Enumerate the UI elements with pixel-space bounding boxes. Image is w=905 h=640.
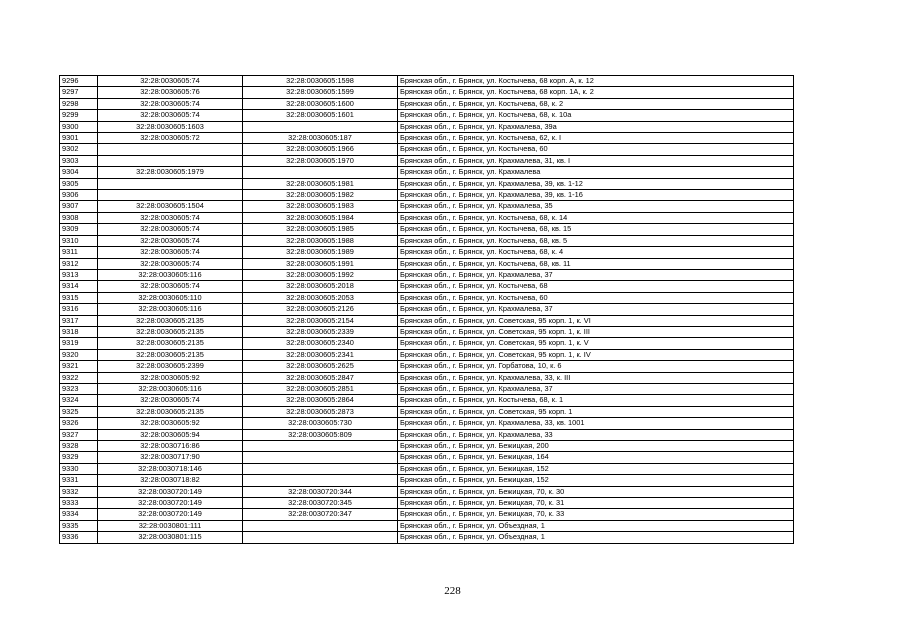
object-number-cell: 32:28:0030605:1985 [243,224,398,235]
object-number-cell: 32:28:0030605:1600 [243,98,398,109]
table-row [60,178,794,189]
object-number-cell [243,475,398,486]
row-number-cell: 9305 [60,178,98,189]
row-number-cell: 9334 [60,509,98,520]
address-cell: Брянская обл., г. Брянск, ул. Крахмалева, 37 [398,304,794,315]
address-cell: Брянская обл., г. Брянск, ул. Крахмалева, 37 [398,269,794,280]
table-row [60,110,794,121]
address-cell: Брянская обл., г. Брянск, ул. Объездная, 1 [398,520,794,531]
table-row [60,281,794,292]
table-row [60,247,794,258]
address-cell: Брянская обл., г. Брянск, ул. Советская, 95 корп. 1, к. IV [398,349,794,360]
table-row [60,406,794,417]
parcel-number-cell: 32:28:0030605:2399 [98,361,243,372]
address-cell: Брянская обл., г. Брянск, ул. Костычева, 68, кв. 15 [398,224,794,235]
address-cell: Брянская обл., г. Брянск, ул. Бежицкая, 152 [398,463,794,474]
parcel-number-cell: 32:28:0030718:146 [98,463,243,474]
parcel-number-cell: 32:28:0030720:149 [98,498,243,509]
object-number-cell: 32:28:0030605:2126 [243,304,398,315]
object-number-cell: 32:28:0030605:2341 [243,349,398,360]
row-number-cell: 9303 [60,155,98,166]
parcel-number-cell: 32:28:0030605:94 [98,429,243,440]
row-number-cell: 9312 [60,258,98,269]
parcel-number-cell: 32:28:0030605:92 [98,372,243,383]
address-cell: Брянская обл., г. Брянск, ул. Костычева, 68, кв. 11 [398,258,794,269]
address-cell: Брянская обл., г. Брянск, ул. Крахмалева, 39, кв. 1-12 [398,178,794,189]
parcel-number-cell: 32:28:0030605:74 [98,247,243,258]
object-number-cell: 32:28:0030720:347 [243,509,398,520]
parcel-number-cell: 32:28:0030605:74 [98,235,243,246]
address-cell: Брянская обл., г. Брянск, ул. Бежицкая, 70, к. 31 [398,498,794,509]
object-number-cell: 32:28:0030605:2053 [243,292,398,303]
address-cell: Брянская обл., г. Брянск, ул. Крахмалева, 31, кв. I [398,155,794,166]
row-number-cell: 9301 [60,133,98,144]
parcel-number-cell: 32:28:0030605:2135 [98,326,243,337]
address-cell: Брянская обл., г. Брянск, ул. Костычева, 68 [398,281,794,292]
row-number-cell: 9314 [60,281,98,292]
table-row [60,520,794,531]
object-number-cell [243,121,398,132]
table-row [60,292,794,303]
parcel-number-cell: 32:28:0030717:90 [98,452,243,463]
parcel-number-cell: 32:28:0030605:1979 [98,167,243,178]
address-cell: Брянская обл., г. Брянск, ул. Крахмалева [398,167,794,178]
parcel-number-cell: 32:28:0030605:2135 [98,338,243,349]
row-number-cell: 9329 [60,452,98,463]
row-number-cell: 9318 [60,326,98,337]
address-cell: Брянская обл., г. Брянск, ул. Костычева, 68, к. 10а [398,110,794,121]
table-row [60,361,794,372]
object-number-cell [243,452,398,463]
row-number-cell: 9308 [60,212,98,223]
object-number-cell: 32:28:0030605:1988 [243,235,398,246]
parcel-number-cell: 32:28:0030605:2135 [98,349,243,360]
table-row [60,452,794,463]
object-number-cell: 32:28:0030605:1601 [243,110,398,121]
table-row [60,509,794,520]
row-number-cell: 9310 [60,235,98,246]
row-number-cell: 9321 [60,361,98,372]
parcel-number-cell [98,178,243,189]
row-number-cell: 9319 [60,338,98,349]
object-number-cell: 32:28:0030605:1992 [243,269,398,280]
row-number-cell: 9304 [60,167,98,178]
table-row [60,87,794,98]
table-row [60,167,794,178]
table-row [60,121,794,132]
row-number-cell: 9333 [60,498,98,509]
object-number-cell: 32:28:0030605:2864 [243,395,398,406]
address-cell: Брянская обл., г. Брянск, ул. Крахмалева, 37 [398,383,794,394]
row-number-cell: 9326 [60,418,98,429]
table-row [60,315,794,326]
object-number-cell: 32:28:0030720:345 [243,498,398,509]
parcel-number-cell: 32:28:0030605:116 [98,383,243,394]
row-number-cell: 9323 [60,383,98,394]
row-number-cell: 9298 [60,98,98,109]
row-number-cell: 9320 [60,349,98,360]
row-number-cell: 9330 [60,463,98,474]
object-number-cell: 32:28:0030605:1970 [243,155,398,166]
table-row [60,463,794,474]
table-row [60,190,794,201]
address-cell: Брянская обл., г. Брянск, ул. Костычева, 68, к. 14 [398,212,794,223]
address-cell: Брянская обл., г. Брянск, ул. Костычева, 60 [398,144,794,155]
object-number-cell [243,520,398,531]
row-number-cell: 9328 [60,441,98,452]
table-row [60,349,794,360]
parcel-number-cell: 32:28:0030605:74 [98,212,243,223]
address-cell: Брянская обл., г. Брянск, ул. Крахмалева, 33, к. III [398,372,794,383]
table-row [60,383,794,394]
table-row [60,155,794,166]
address-cell: Брянская обл., г. Брянск, ул. Советская, 95 корп. 1, к. III [398,326,794,337]
table-row [60,76,794,87]
address-cell: Брянская обл., г. Брянск, ул. Бежицкая, 70, к. 30 [398,486,794,497]
address-cell: Брянская обл., г. Брянск, ул. Костычева, 62, к. I [398,133,794,144]
address-cell: Брянская обл., г. Брянск, ул. Советская, 95 корп. 1 [398,406,794,417]
row-number-cell: 9336 [60,532,98,543]
parcel-number-cell [98,155,243,166]
table-row [60,201,794,212]
address-cell: Брянская обл., г. Брянск, ул. Крахмалева, 39а [398,121,794,132]
object-number-cell: 32:28:0030605:2340 [243,338,398,349]
object-number-cell [243,463,398,474]
parcel-number-cell: 32:28:0030605:116 [98,269,243,280]
table-row [60,133,794,144]
row-number-cell: 9322 [60,372,98,383]
object-number-cell: 32:28:0030605:1989 [243,247,398,258]
object-number-cell: 32:28:0030720:344 [243,486,398,497]
table-row [60,269,794,280]
row-number-cell: 9307 [60,201,98,212]
row-number-cell: 9327 [60,429,98,440]
address-cell: Брянская обл., г. Брянск, ул. Костычева, 68, кв. 5 [398,235,794,246]
object-number-cell: 32:28:0030605:809 [243,429,398,440]
row-number-cell: 9324 [60,395,98,406]
table-row [60,532,794,543]
table-row [60,144,794,155]
row-number-cell: 9297 [60,87,98,98]
table-row [60,418,794,429]
parcel-number-cell [98,144,243,155]
table-row [60,486,794,497]
parcel-number-cell: 32:28:0030605:72 [98,133,243,144]
address-cell: Брянская обл., г. Брянск, ул. Костычева, 68, к. 2 [398,98,794,109]
object-number-cell: 32:28:0030605:2154 [243,315,398,326]
parcel-number-cell: 32:28:0030605:110 [98,292,243,303]
table-row [60,212,794,223]
row-number-cell: 9302 [60,144,98,155]
parcel-number-cell: 32:28:0030801:111 [98,520,243,531]
address-cell: Брянская обл., г. Брянск, ул. Объездная, 1 [398,532,794,543]
row-number-cell: 9331 [60,475,98,486]
table-row [60,258,794,269]
table-row [60,395,794,406]
table-row [60,338,794,349]
address-cell: Брянская обл., г. Брянск, ул. Костычева, 60 [398,292,794,303]
parcel-number-cell: 32:28:0030605:74 [98,98,243,109]
address-cell: Брянская обл., г. Брянск, ул. Крахмалева, 33 [398,429,794,440]
row-number-cell: 9299 [60,110,98,121]
object-number-cell [243,167,398,178]
table-row [60,304,794,315]
table-row [60,224,794,235]
object-number-cell: 32:28:0030605:2339 [243,326,398,337]
parcel-number-cell: 32:28:0030718:82 [98,475,243,486]
object-number-cell: 32:28:0030605:1598 [243,76,398,87]
address-cell: Брянская обл., г. Брянск, ул. Крахмалева, 39, кв. 1-16 [398,190,794,201]
object-number-cell: 32:28:0030605:2625 [243,361,398,372]
object-number-cell: 32:28:0030605:1966 [243,144,398,155]
parcel-number-cell: 32:28:0030605:74 [98,224,243,235]
object-number-cell: 32:28:0030605:1981 [243,178,398,189]
parcel-number-cell: 32:28:0030605:74 [98,281,243,292]
address-cell: Брянская обл., г. Брянск, ул. Костычева, 68 корп. 1А, к. 2 [398,87,794,98]
parcel-number-cell [98,190,243,201]
row-number-cell: 9317 [60,315,98,326]
parcel-number-cell: 32:28:0030605:74 [98,395,243,406]
cadastral-table [59,75,794,544]
parcel-number-cell: 32:28:0030605:1504 [98,201,243,212]
row-number-cell: 9296 [60,76,98,87]
page-number: 228 [444,585,461,597]
table-row [60,498,794,509]
address-cell: Брянская обл., г. Брянск, ул. Советская, 95 корп. 1, к. V [398,338,794,349]
address-cell: Брянская обл., г. Брянск, ул. Крахмалева, 33, кв. 1001 [398,418,794,429]
parcel-number-cell: 32:28:0030605:74 [98,76,243,87]
table-row [60,235,794,246]
row-number-cell: 9300 [60,121,98,132]
address-cell: Брянская обл., г. Брянск, ул. Костычева, 68 корп. А, к. 12 [398,76,794,87]
row-number-cell: 9332 [60,486,98,497]
object-number-cell: 32:28:0030605:2851 [243,383,398,394]
parcel-number-cell: 32:28:0030605:116 [98,304,243,315]
address-cell: Брянская обл., г. Брянск, ул. Бежицкая, 152 [398,475,794,486]
address-cell: Брянская обл., г. Брянск, ул. Крахмалева, 35 [398,201,794,212]
object-number-cell: 32:28:0030605:1982 [243,190,398,201]
parcel-number-cell: 32:28:0030605:92 [98,418,243,429]
address-cell: Брянская обл., г. Брянск, ул. Костычева, 68, к. 4 [398,247,794,258]
row-number-cell: 9306 [60,190,98,201]
address-cell: Брянская обл., г. Брянск, ул. Бежицкая, 70, к. 33 [398,509,794,520]
row-number-cell: 9313 [60,269,98,280]
table-row [60,429,794,440]
parcel-number-cell: 32:28:0030605:76 [98,87,243,98]
address-cell: Брянская обл., г. Брянск, ул. Советская, 95 корп. 1, к. VI [398,315,794,326]
parcel-number-cell: 32:28:0030605:2135 [98,406,243,417]
row-number-cell: 9315 [60,292,98,303]
address-cell: Брянская обл., г. Брянск, ул. Бежицкая, 200 [398,441,794,452]
parcel-number-cell: 32:28:0030605:2135 [98,315,243,326]
object-number-cell [243,532,398,543]
object-number-cell: 32:28:0030605:187 [243,133,398,144]
cadastral-table-body [60,76,794,544]
object-number-cell: 32:28:0030605:1984 [243,212,398,223]
parcel-number-cell: 32:28:0030720:149 [98,486,243,497]
table-row [60,326,794,337]
object-number-cell: 32:28:0030605:2873 [243,406,398,417]
object-number-cell [243,441,398,452]
object-number-cell: 32:28:0030605:2847 [243,372,398,383]
table-row [60,475,794,486]
parcel-number-cell: 32:28:0030605:74 [98,110,243,121]
table-row [60,98,794,109]
row-number-cell: 9325 [60,406,98,417]
parcel-number-cell: 32:28:0030605:1603 [98,121,243,132]
row-number-cell: 9316 [60,304,98,315]
address-cell: Брянская обл., г. Брянск, ул. Бежицкая, 164 [398,452,794,463]
parcel-number-cell: 32:28:0030720:149 [98,509,243,520]
row-number-cell: 9311 [60,247,98,258]
parcel-number-cell: 32:28:0030716:86 [98,441,243,452]
table-row [60,441,794,452]
address-cell: Брянская обл., г. Брянск, ул. Горбатова, 10, к. 6 [398,361,794,372]
object-number-cell: 32:28:0030605:2018 [243,281,398,292]
row-number-cell: 9335 [60,520,98,531]
object-number-cell: 32:28:0030605:1599 [243,87,398,98]
row-number-cell: 9309 [60,224,98,235]
address-cell: Брянская обл., г. Брянск, ул. Костычева, 68, к. 1 [398,395,794,406]
table-row [60,372,794,383]
object-number-cell: 32:28:0030605:730 [243,418,398,429]
object-number-cell: 32:28:0030605:1991 [243,258,398,269]
parcel-number-cell: 32:28:0030605:74 [98,258,243,269]
parcel-number-cell: 32:28:0030801:115 [98,532,243,543]
object-number-cell: 32:28:0030605:1983 [243,201,398,212]
